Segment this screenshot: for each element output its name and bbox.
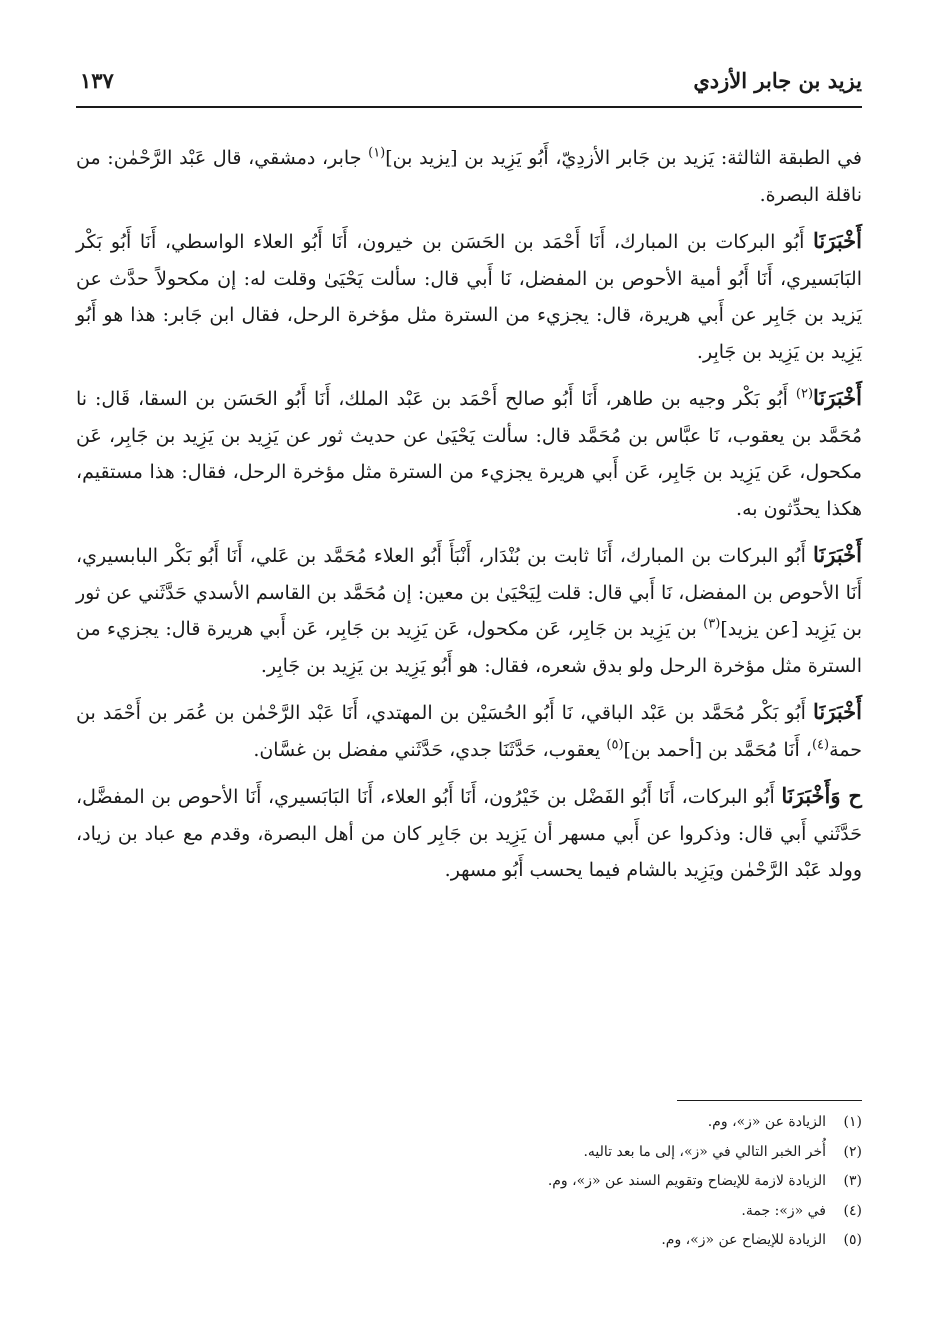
footnote (76, 1226, 862, 1256)
footnote-text: الزيادة للإيضاح عن «ز»، وم. (661, 1232, 826, 1248)
paragraph (76, 140, 862, 213)
paragraph (76, 380, 862, 527)
footnote-ref: (٤) (811, 737, 830, 753)
text-run: في الطبقة الثالثة: يَزيد بن جَابر الأزدِيّ، أَبُو يَزِيد بن [يزيد بن] (385, 147, 862, 169)
footnote-number: (٣) (843, 1173, 862, 1189)
footnote-ref: (٥) (606, 737, 624, 753)
narration-lead: أَخْبَرَنَا (813, 542, 862, 567)
footnote (76, 1138, 862, 1168)
text-run: أَبُو البركات، أَنَا أَبُو الفَضْل بن خَيْرُون، أَنَا أَبُو العلاء، أَنَا البَابَسيري، أَنَا الأحوص بن المفضَّل، حَدَّثَني أَبي قال: وذكروا عن أَبي مسهر أن يَزِيد بن جَابِر كان من أهل البصرة، وقدم مع عباد بن زياد، وولد عَبْد الرَّحْمٰن ويَزِيد بالشام فيما يحسب أَبُو مسهر. (76, 786, 862, 881)
narration-lead: أَخْبَرَنَا (813, 699, 862, 724)
footnote-text: أُخر الخبر التالي في «ز»، إلى ما بعد تاليه. (583, 1143, 826, 1160)
footnote (76, 1108, 862, 1138)
running-title: يزيد بن جابر الأزدي (693, 68, 862, 93)
page-header (76, 66, 862, 108)
footnote-number: (٤) (843, 1202, 862, 1219)
text-run: أَبُو بَكْر وجيه بن طاهر، أَنَا أَبُو صالح أَحْمَد بن عَبْد الملك، أَنَا أَبُو الحَسَن بن السقا، قَال: نا مُحَمَّد بن يعقوب، نَا عبَّاس بن مُحَمَّد قال: سألت يَحْيَىٰ عن حديث ثور عن يَزِيد بن يَزِيد بن جَابِر، عَن مكحول، عَن يَزِيد بن جَابِر، عَن أَبي هريرة يجزيء من السترة مثل مؤخرة الرحل، فقال: هذا مستقيم، هكذا يحدِّثون به. (76, 388, 862, 520)
narration-lead: ح وَأَخْبَرَنَا (781, 783, 862, 808)
footnote-number: (٢) (843, 1143, 862, 1160)
footnote-text: الزيادة عن «ز»، وم. (707, 1114, 826, 1130)
paragraph (76, 694, 862, 768)
footnote-ref: (١) (368, 145, 386, 161)
text-run: أَبُو بَكْر مُحَمَّد بن عَبْد الباقي، نَا أَبُو الحُسَيْن بن المهتدي، أَنَا عَبْد الرَّحْمٰن بن عُمَر بن أَحْمَد بن حمة (76, 702, 862, 761)
footnote-ref: (٣) (703, 616, 721, 632)
text-run: أَبُو البركات بن المبارك، أَنَا ثابت بن بُنْدَار، أَنْبَأَ أَبُو العلاء مُحَمَّد بن عَلي، أَنَا أَبُو بَكْر البابسيري، أَنَا الأحوص بن المفضل، نَا أَبي قال: قلت لِيَحْيَىٰ بن معين: إن مُحَمَّد بن القاسم الأسدي حَدَّثَني عن ثور بن يَزِيد [عن يزيد] (76, 545, 863, 640)
footnotes (76, 1108, 862, 1256)
text-run: بن يَزِيد بن جَابِر، عَن مكحول، عَن يَزِيد بن جَابِر، عَن أَبي هريرة قال: يجزيء من السترة مثل مؤخرة الرحل ولو بدق شعره، فقال: هو أَبُو يَزِيد بن يَزِيد بن جَابِر. (76, 618, 862, 677)
main-text (76, 140, 862, 899)
footnote-number: (٥) (843, 1232, 862, 1248)
footnote-number: (١) (843, 1114, 862, 1130)
narration-lead: أَخْبَرَنَا (813, 228, 862, 253)
paragraph (76, 537, 862, 684)
paragraph (76, 778, 862, 889)
footnote (76, 1197, 862, 1227)
text-run: ، أَنَا مُحَمَّد بن [أحمد بن] (623, 738, 812, 761)
text-run: يعقوب، حَدَّثَنَا جدي، حَدَّثَني مفضل بن غسَّان. (253, 738, 607, 761)
text-run: جابر، دمشقي، قال عَبْد الرَّحْمٰن: من ناقلة البصرة. (76, 147, 862, 206)
narration-lead: أَخْبَرَنَا (813, 385, 862, 410)
paragraph (76, 223, 862, 370)
footnote-text: في «ز»: جمة. (741, 1202, 826, 1219)
footnote-text: الزيادة لازمة للإيضاح وتقويم السند عن «ز»، وم. (547, 1173, 826, 1189)
footnote (76, 1167, 862, 1197)
text-run: أَبُو البركات بن المبارك، أَنَا أَحْمَد بن الحَسَن بن خيرون، أَنَا أَبُو العلاء الواسطي، أَنَا أَبُو بَكْر البَابَسيري، أَنَا أَبُو أمية الأحوص بن المفضل، نَا أَبي قال: سألت يَحْيَىٰ وقلت له: إن مكحولاً حدَّث عن يَزيد بن جَابِر عن أَبي هريرة، قال: يجزيء من السترة مثل مؤخرة الرحل، فقال ابن جَابر: هذا هو أَبُو يَزِيد بن يَزِيد بن جَابِر. (76, 231, 862, 363)
page-number: ١٣٧ (80, 68, 114, 93)
footnote-ref: (٢) (795, 386, 814, 402)
footnote-divider (677, 1100, 862, 1101)
